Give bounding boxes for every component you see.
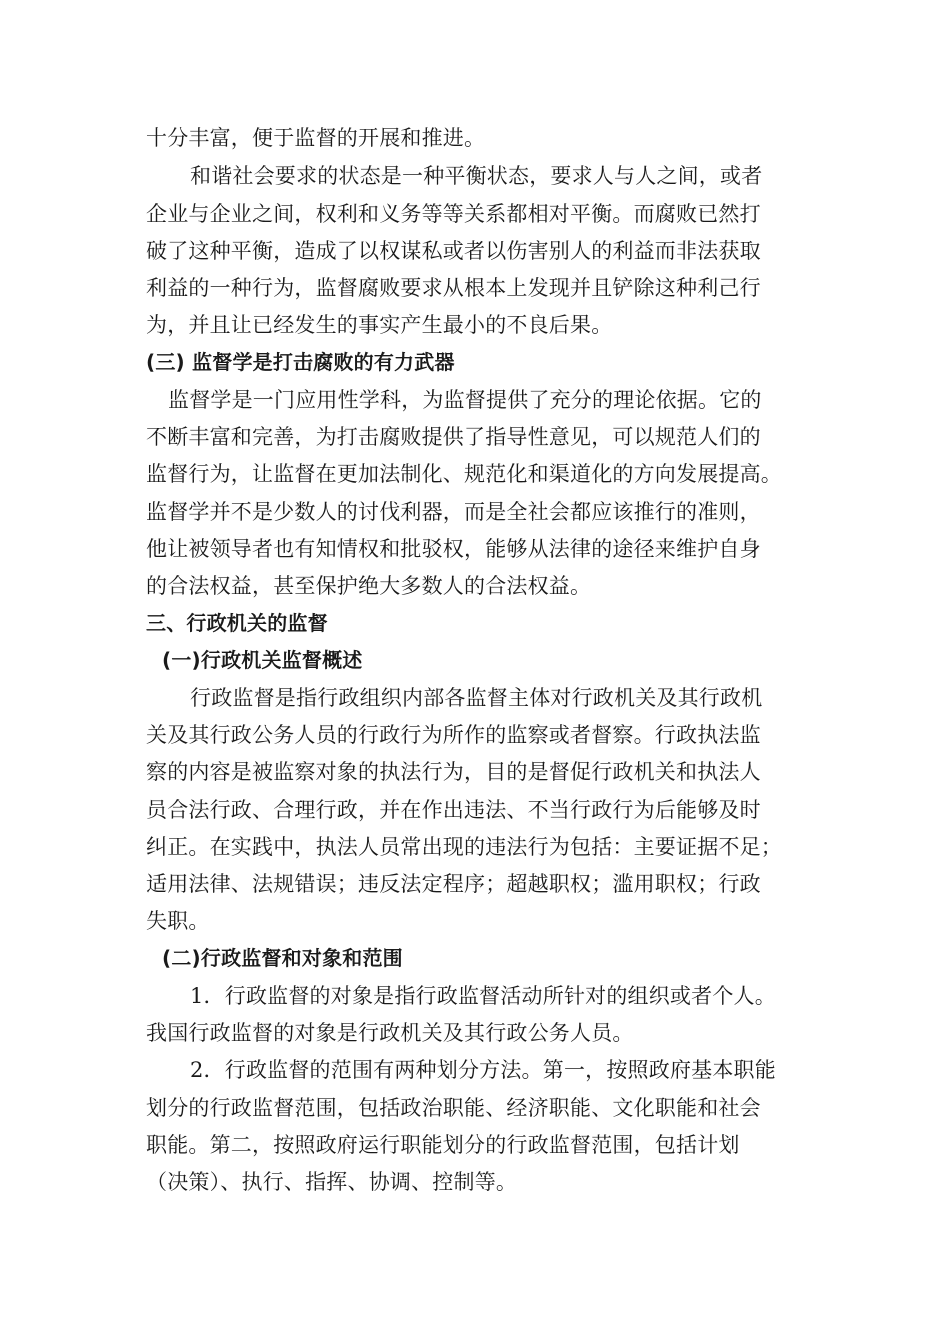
paragraph-start: 行政监督是指行政组织内部各监督主体对行政机关及其行政机	[190, 686, 763, 710]
section-heading: (三) 监督学是打击腐败的有力武器	[146, 350, 455, 374]
text-line: 为，并且让已经发生的事实产生最小的不良后果。	[146, 313, 613, 337]
text-line: 企业与企业之间，权利和义务等等关系都相对平衡。而腐败已然打	[146, 202, 761, 226]
section-heading: (二)行政监督和对象和范围	[162, 946, 403, 970]
text-line: 我国行政监督的对象是行政机关及其行政公务人员。	[146, 1021, 634, 1045]
text-line: 察的内容是被监察对象的执法行为，目的是督促行政机关和执法人	[146, 760, 761, 784]
text-line: 他让被领导者也有知情权和批驳权，能够从法律的途径来维护自身	[146, 537, 761, 561]
text-line: 监督行为，让监督在更加法制化、规范化和渠道化的方向发展提高。	[146, 462, 782, 486]
text-line: 划分的行政监督范围，包括政治职能、经济职能、文化职能和社会	[146, 1096, 761, 1120]
text-line: （决策）、执行、指挥、协调、控制等。	[146, 1170, 518, 1194]
text-line: 利益的一种行为，监督腐败要求从根本上发现并且铲除这种利己行	[146, 276, 761, 300]
paragraph-start: 监督学是一门应用性学科，为监督提供了充分的理论依据。它的	[168, 388, 762, 412]
section-heading: (一)行政机关监督概述	[162, 648, 363, 672]
text-line: 监督学并不是少数人的讨伐利器，而是全社会都应该推行的准则，	[146, 500, 761, 524]
text-line: 纠正。在实践中，执法人员常出现的违法行为包括：主要证据不足；	[146, 835, 782, 859]
list-item: 1．行政监督的对象是指行政监督活动所针对的组织或者个人。	[190, 984, 776, 1008]
text-line: 职能。第二，按照政府运行职能划分的行政监督范围，包括计划	[146, 1133, 740, 1157]
text-line: 不断丰富和完善，为打击腐败提供了指导性意见，可以规范人们的	[146, 425, 761, 449]
text-line: 的合法权益，甚至保护绝大多数人的合法权益。	[146, 574, 592, 598]
chapter-heading: 三、行政机关的监督	[146, 611, 328, 635]
text-line: 失职。	[146, 909, 210, 933]
text-line: 十分丰富，便于监督的开展和推进。	[146, 126, 486, 150]
text-line: 破了这种平衡，造成了以权谋私或者以伤害别人的利益而非法获取	[146, 239, 761, 263]
text-line: 关及其行政公务人员的行政行为所作的监察或者督察。行政执法监	[146, 723, 761, 747]
list-item: 2．行政监督的范围有两种划分方法。第一，按照政府基本职能	[190, 1058, 776, 1082]
text-line: 员合法行政、合理行政，并在作出违法、不当行政行为后能够及时	[146, 798, 761, 822]
text-line: 适用法律、法规错误；违反法定程序；超越职权；滥用职权；行政	[146, 872, 761, 896]
paragraph-start: 和谐社会要求的状态是一种平衡状态，要求人与人之间，或者	[190, 164, 763, 188]
